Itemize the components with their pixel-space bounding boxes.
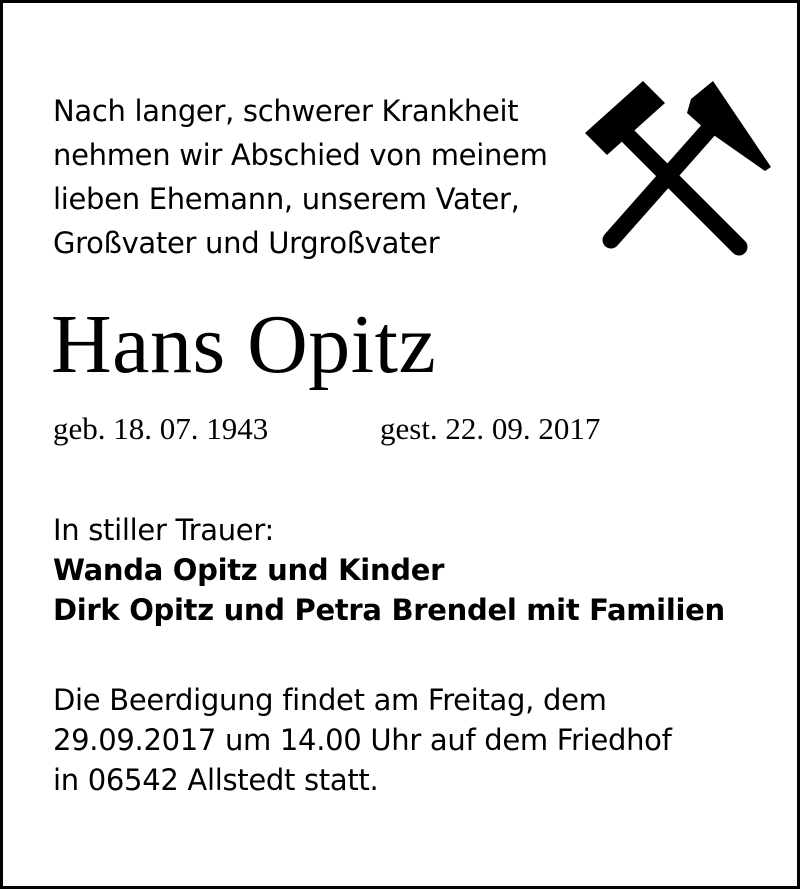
intro-line: Großvater und Urgroßvater [53,226,440,260]
intro-text [53,89,593,265]
mourners-section [53,510,725,630]
mourner-name: Wanda Opitz und Kinder [53,553,445,587]
death-date: gest. 22. 09. 2017 [380,411,601,446]
deceased-name: Hans Opitz [51,298,437,391]
hammer-and-pick-icon [581,75,776,265]
funeral-notice [53,680,672,800]
birth-date: geb. 18. 07. 1943 [53,411,269,446]
intro-line: lieben Ehemann, unserem Vater, [53,182,520,216]
funeral-line: 29.09.2017 um 14.00 Uhr auf dem Friedhof [53,723,672,757]
mourners-heading: In stiller Trauer: [53,513,274,547]
funeral-line: Die Beerdigung findet am Freitag, dem [53,683,607,717]
funeral-line: in 06542 Allstedt statt. [53,763,379,797]
intro-line: Nach langer, schwerer Krankheit [53,94,519,128]
mourner-name: Dirk Opitz und Petra Brendel mit Familien [53,593,725,627]
intro-line: nehmen wir Abschied von meinem [53,138,548,172]
